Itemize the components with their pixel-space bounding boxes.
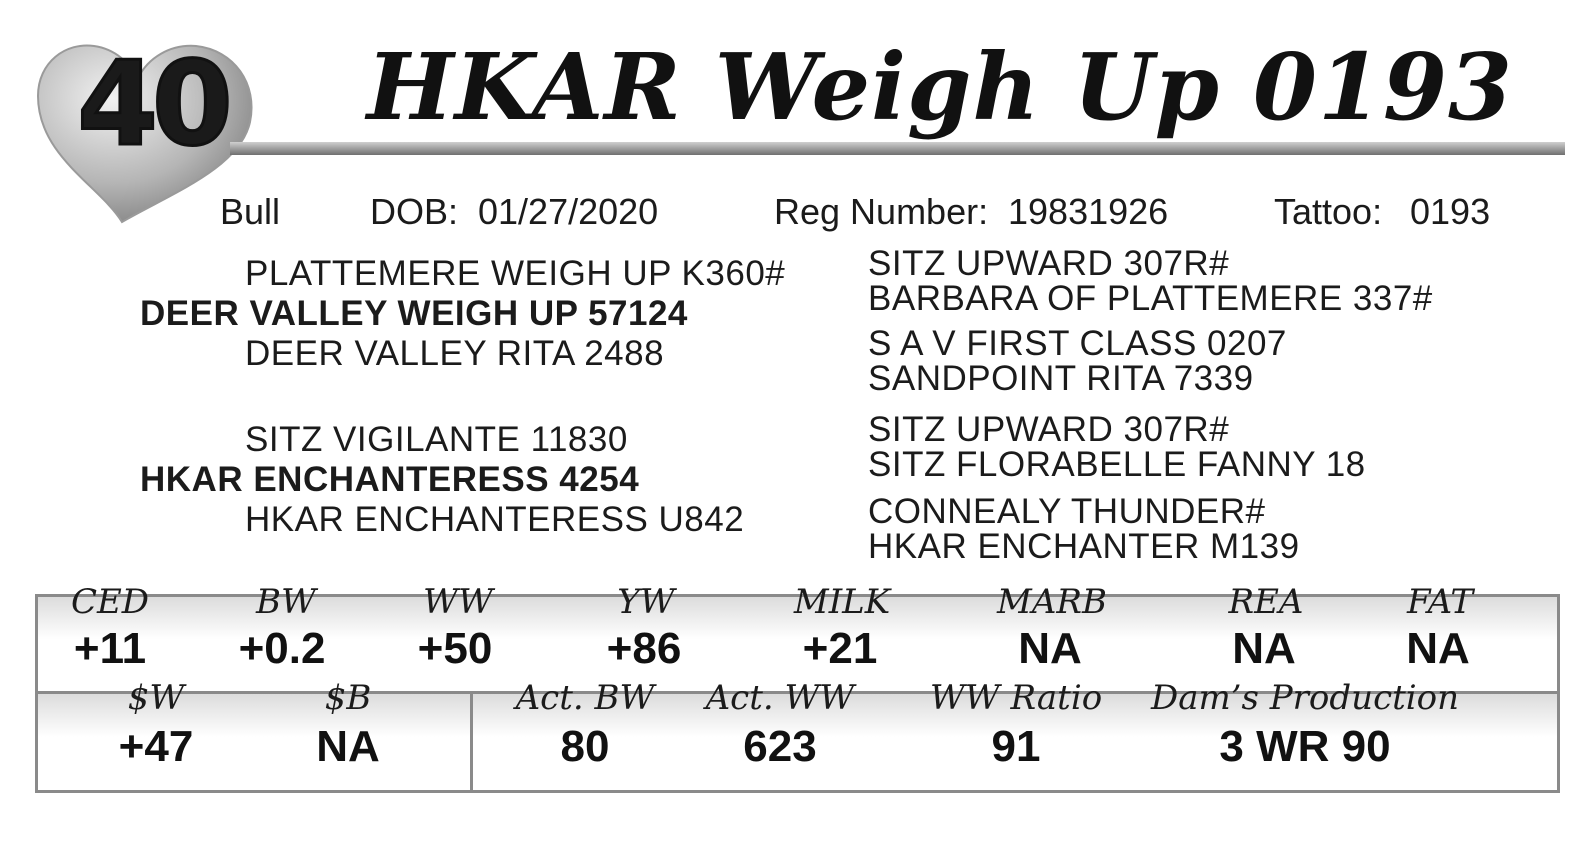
prod-label-b-index: $B (324, 678, 372, 718)
great-grandparent: HKAR ENCHANTER M139 (868, 527, 1300, 566)
epd-value-fat: NA (1406, 624, 1470, 673)
lot-number: 40 (77, 37, 227, 172)
prod-label-act-bw: Act. BW (515, 678, 655, 718)
great-grandparent: SITZ UPWARD 307R# (868, 410, 1230, 449)
dam-dam: HKAR ENCHANTERESS U842 (245, 500, 745, 539)
sire: DEER VALLEY WEIGH UP 57124 (140, 294, 688, 333)
epd-value-bw: +0.2 (238, 624, 326, 673)
epd-value-marb: NA (1018, 624, 1082, 673)
epd-value-milk: +21 (802, 624, 878, 673)
tattoo-value: 0193 (1410, 191, 1491, 232)
tattoo-label: Tattoo: (1274, 191, 1383, 232)
prod-value-act-bw: 80 (560, 722, 610, 771)
epd-value-ced: +11 (73, 624, 147, 673)
prod-label-dams-production: Dam’s Production (1150, 678, 1460, 718)
epd-label-bw: BW (256, 582, 316, 622)
prod-label-w-index: $W (127, 678, 185, 718)
sex: Bull (220, 191, 281, 232)
epd-value-yw: +86 (606, 624, 682, 673)
epd-label-marb: MARB (997, 582, 1107, 622)
prod-value-dams-production: 3 WR 90 (1219, 722, 1391, 771)
epd-label-milk: MILK (793, 582, 891, 622)
sire-sire: PLATTEMERE WEIGH UP K360# (245, 254, 786, 293)
table-divider (470, 694, 473, 793)
prod-label-ww-ratio: WW Ratio (929, 678, 1103, 718)
dob-value: 01/27/2020 (478, 191, 659, 232)
dob-label: DOB: (370, 191, 459, 232)
title-underline (230, 142, 1565, 155)
great-grandparent: S A V FIRST CLASS 0207 (868, 324, 1287, 363)
great-grandparent: SITZ FLORABELLE FANNY 18 (868, 445, 1366, 484)
epd-value-ww: +50 (417, 624, 493, 673)
great-grandparent: CONNEALY THUNDER# (868, 492, 1266, 531)
dam-sire: SITZ VIGILANTE 11830 (245, 420, 628, 459)
sire-dam: DEER VALLEY RITA 2488 (245, 334, 665, 373)
reg-number-label: Reg Number: (774, 191, 989, 232)
epd-label-ww: WW (423, 582, 493, 622)
epd-label-ced: CED (70, 582, 150, 622)
prod-label-act-ww: Act. WW (705, 678, 855, 718)
great-grandparent: BARBARA OF PLATTEMERE 337# (868, 279, 1433, 318)
epd-label-yw: YW (617, 582, 675, 622)
prod-value-ww-ratio: 91 (991, 722, 1041, 771)
epd-label-fat: FAT (1406, 582, 1473, 622)
prod-value-act-ww: 623 (743, 722, 817, 771)
prod-value-b-index: NA (316, 722, 380, 771)
epd-label-rea: REA (1228, 582, 1304, 622)
animal-name: HKAR Weigh Up 0193 (366, 33, 1513, 141)
prod-value-w-index: +47 (118, 722, 194, 771)
dam: HKAR ENCHANTERESS 4254 (140, 460, 640, 499)
great-grandparent: SITZ UPWARD 307R# (868, 244, 1230, 283)
reg-number-value: 19831926 (1008, 191, 1169, 232)
epd-value-rea: NA (1232, 624, 1296, 673)
great-grandparent: SANDPOINT RITA 7339 (868, 359, 1254, 398)
